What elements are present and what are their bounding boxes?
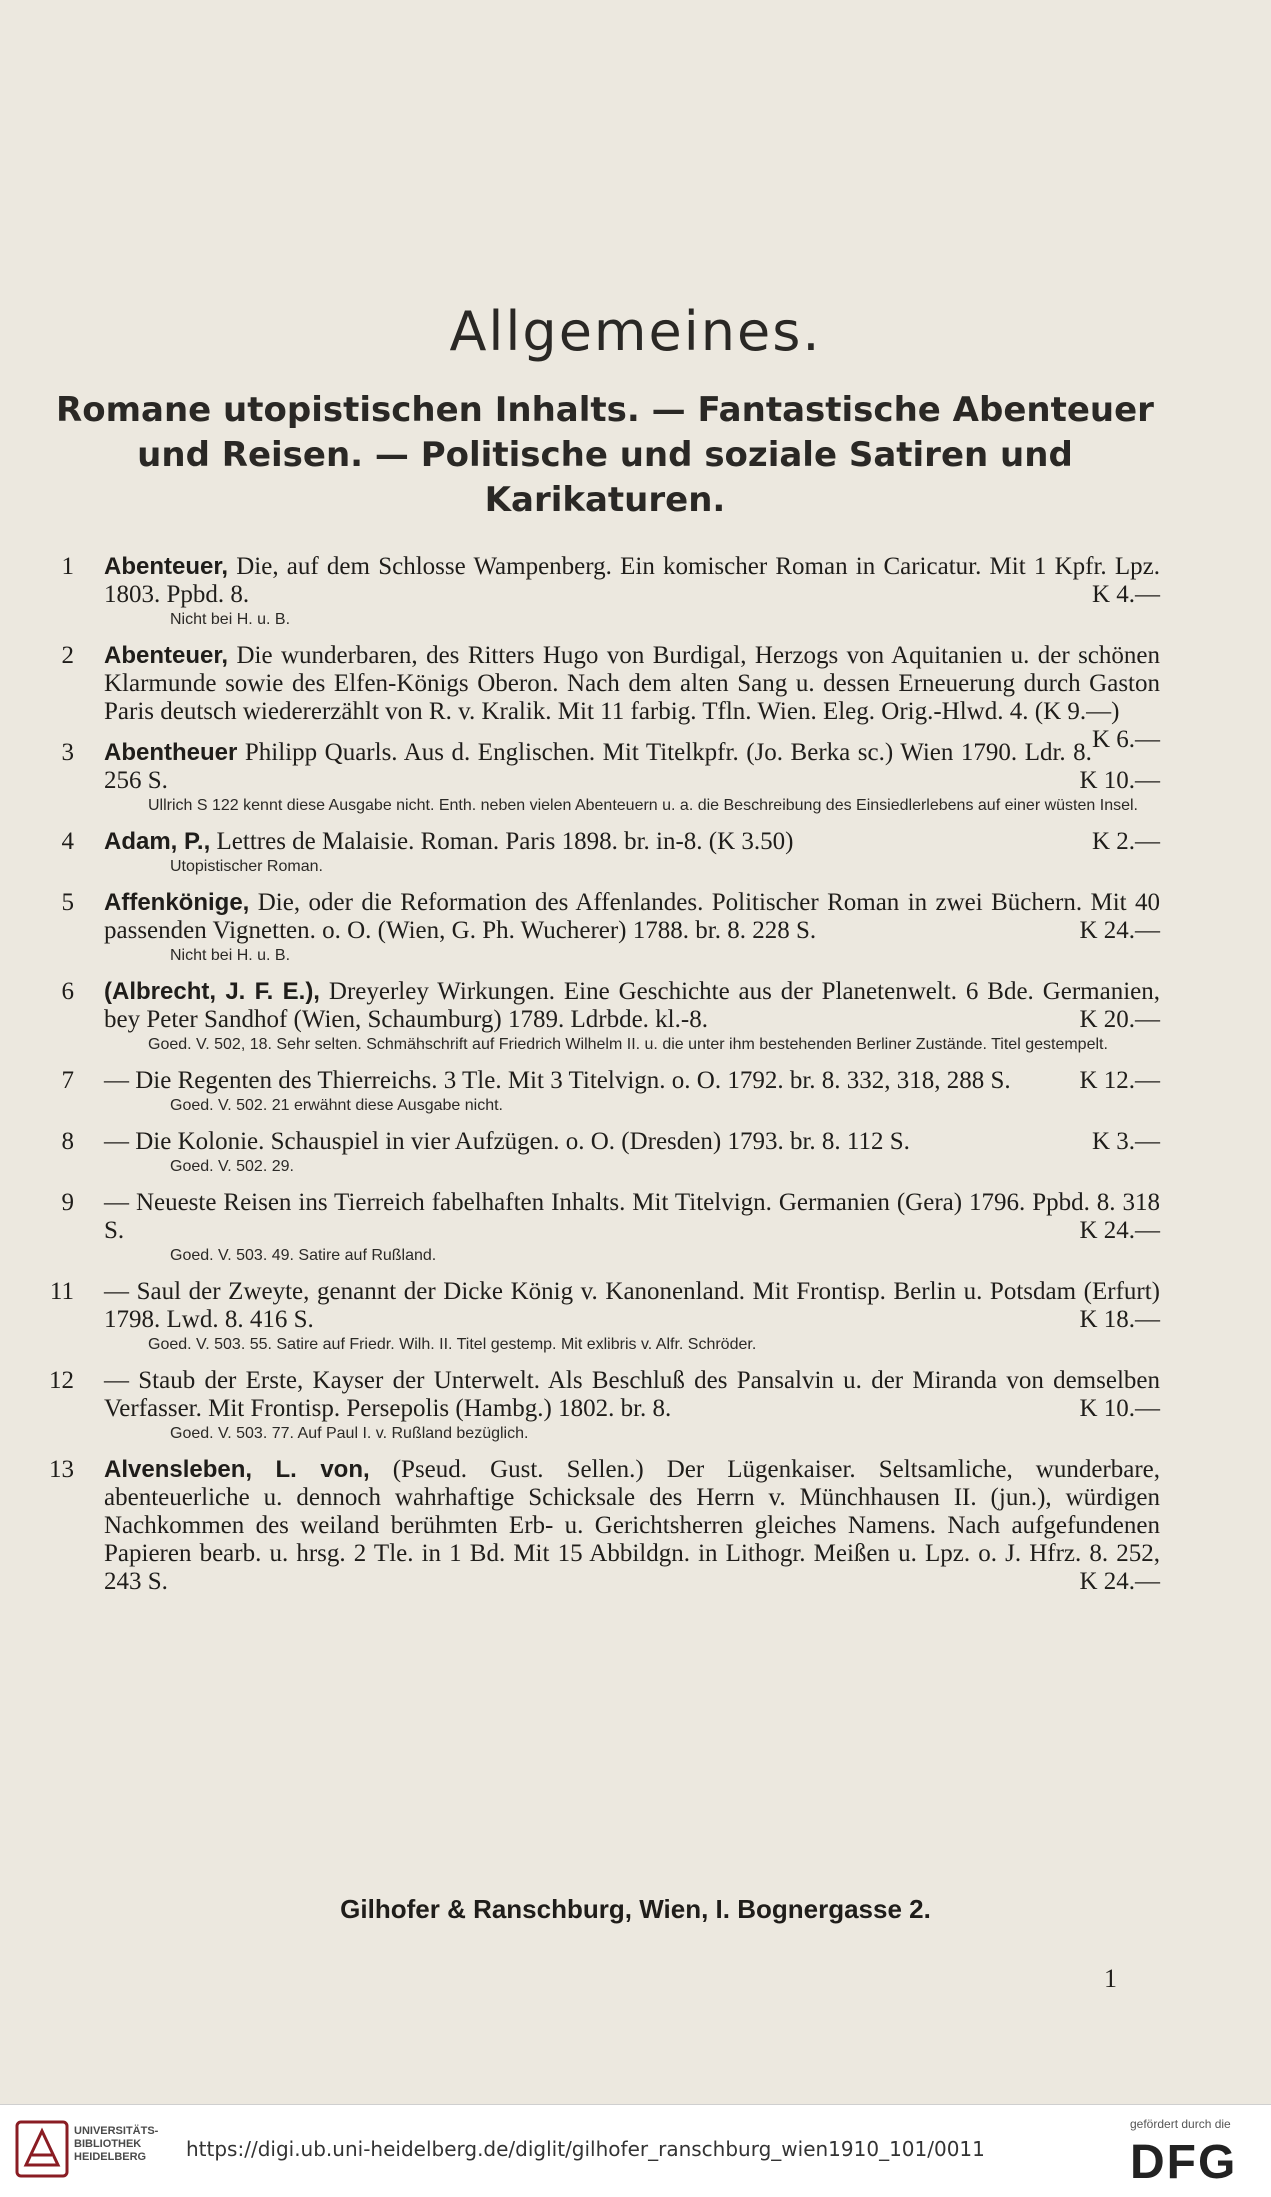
catalog-entry: [40, 553, 1160, 629]
entry-description: Dreyerley Wirkungen. Eine Geschichte aus der Planetenwelt. 6 Bde. Germanien, bey Peter Sandhof (Wien, Schaumburg) 1789. Ldrbde. kl.-8.: [104, 978, 1161, 1033]
entry-body: [104, 739, 1160, 795]
entry-note: Ullrich S 122 kennt diese Ausgabe nicht. Enth. neben vielen Abenteuern u. a. die Beschreibung des Einsiedlerlebens auf einer wüsten Insel.: [148, 797, 1138, 814]
entry-note: Goed. V. 502. 29.: [170, 1158, 294, 1175]
entry-number: 2: [61, 642, 74, 669]
entry-note: Goed. V. 502. 21 erwähnt diese Ausgabe nicht.: [170, 1097, 503, 1114]
entry-author: Adam, P.,: [104, 828, 211, 855]
entry-number: 3: [61, 739, 74, 766]
entry-description: — Staub der Erste, Kayser der Unterwelt. Als Beschluß des Pansalvin u. der Miranda von demselben Verfasser. Mit Frontisp. Persepolis (Hambg.) 1802. br. 8.: [104, 1367, 1160, 1422]
library-name-line-1: UNIVERSITÄTS-: [74, 2125, 159, 2137]
entries-list: [40, 553, 1160, 1609]
catalog-entry: [40, 1128, 1160, 1176]
entry-description: Die, oder die Reformation des Affenlandes. Politischer Roman in zwei Büchern. Mit 40 passenden Vignetten. o. O. (Wien, G. Ph. Wucherer) 1788. br. 8. 228 S.: [104, 889, 1160, 944]
publisher-line: Gilhofer & Ranschburg, Wien, I. Bognergasse 2.: [340, 1894, 931, 1924]
entry-price: K 6.—: [1091, 726, 1160, 753]
entry-body: [104, 553, 1160, 609]
entry-author: Abenteuer,: [104, 642, 229, 669]
catalog-entry: [40, 739, 1160, 815]
entry-author: Abentheuer: [104, 739, 238, 766]
viewer-footer: [0, 2104, 1271, 2197]
entry-number: 9: [61, 1189, 74, 1216]
entry-number: 1: [61, 553, 74, 580]
catalog-entry: [40, 978, 1160, 1054]
page-number: 1: [1104, 1964, 1117, 1993]
entry-author: (Albrecht, J. F. E.),: [104, 978, 320, 1005]
entry-description: — Neueste Reisen ins Tierreich fabelhaften Inhalts. Mit Titelvign. Germanien (Gera) 1796. Ppbd. 8. 318 S.: [104, 1189, 1160, 1244]
catalog-entry: [40, 828, 1160, 876]
funded-by-text: gefördert durch die: [1130, 2117, 1231, 2131]
entry-description: — Die Regenten des Thierreichs. 3 Tle. Mit 3 Titelvign. o. O. 1792. br. 8. 332, 318, 288 S.: [104, 1067, 1011, 1094]
entry-body: [104, 1189, 1160, 1245]
entry-author: Abenteuer,: [104, 553, 229, 580]
catalog-entry: [40, 1067, 1160, 1115]
university-seal-icon: [14, 2119, 70, 2179]
entry-description: Philipp Quarls. Aus d. Englischen. Mit Titelkpfr. (Jo. Berka sc.) Wien 1790. Ldr. 8. 256 S.: [104, 739, 1092, 794]
library-name-line-3: HEIDELBERG: [74, 2151, 147, 2163]
entry-price: K 20.—: [1079, 1006, 1160, 1033]
entry-price: K 24.—: [1079, 1217, 1160, 1244]
entry-body: [104, 1067, 1160, 1095]
entry-body: [104, 889, 1160, 945]
entry-note: Goed. V. 502, 18. Sehr selten. Schmähschrift auf Friedrich Wilhelm II. u. die unter ihm bestehenden Berliner Zustände. Titel gestempelt.: [148, 1036, 1108, 1053]
entry-body: [104, 828, 1160, 856]
entry-price: K 4.—: [1091, 581, 1160, 608]
catalog-entry: [40, 1456, 1160, 1596]
entry-note: Utopistischer Roman.: [170, 858, 323, 875]
document-url-link[interactable]: https://digi.ub.uni-heidelberg.de/diglit/gilhofer_ranschburg_wien1910_101/0011: [186, 2137, 985, 2161]
entry-number: 4: [61, 828, 74, 855]
catalog-entry: [40, 889, 1160, 965]
entry-note: Goed. V. 503. 77. Auf Paul I. v. Rußland bezüglich.: [170, 1425, 529, 1442]
page-heading: Allgemeines.: [449, 300, 822, 363]
entry-body: [104, 1128, 1160, 1156]
entry-note: Nicht bei H. u. B.: [170, 947, 291, 964]
entry-author: Alvensleben, L. von,: [104, 1456, 370, 1483]
entry-price: K 2.—: [1091, 828, 1160, 855]
section-subheading: Romane utopistischen Inhalts. — Fantastische Abenteuer und Reisen. — Politische und soziale Satiren und Karikaturen.: [56, 390, 1154, 520]
entry-price: K 24.—: [1079, 917, 1160, 944]
entry-note: Goed. V. 503. 49. Satire auf Rußland.: [170, 1247, 437, 1264]
entry-description: — Saul der Zweyte, genannt der Dicke König v. Kanonenland. Mit Frontisp. Berlin u. Potsdam (Erfurt) 1798. Lwd. 8. 416 S.: [104, 1278, 1160, 1333]
catalog-entry: [40, 1278, 1160, 1354]
entry-body: [104, 1367, 1160, 1423]
entry-price: K 18.—: [1079, 1306, 1160, 1333]
entry-description: — Die Kolonie. Schauspiel in vier Aufzügen. o. O. (Dresden) 1793. br. 8. 112 S.: [104, 1128, 910, 1155]
entry-number: 12: [49, 1367, 74, 1394]
entry-price: K 3.—: [1091, 1128, 1160, 1155]
catalog-entry: [40, 1189, 1160, 1265]
entry-number: 8: [61, 1128, 74, 1155]
library-name-line-2: BIBLIOTHEK: [74, 2138, 142, 2150]
entry-body: [104, 1456, 1160, 1596]
entry-number: 5: [61, 889, 74, 916]
entry-description: (Pseud. Gust. Sellen.) Der Lügenkaiser. Seltsamliche, wunderbare, abenteuerliche u. dennoch wahrhaftige Schicksale des Herrn v. Münchhausen II. (jun.), würdigen Nachkommen des weiland berühmten Erb- u. Gerichtsherren gleiches Namens. Nach aufgefundenen Papieren bearb. u. hrsg. 2 Tle. in 1 Bd. Mit 15 Abbildgn. in Lithogr. Meißen u. Lpz. o. J. Hfrz. 8. 252, 243 S.: [104, 1456, 1161, 1595]
entry-author: Affenkönige,: [104, 889, 250, 916]
entry-body: [104, 1278, 1160, 1334]
entry-number: 11: [49, 1278, 74, 1305]
entry-number: 6: [61, 978, 74, 1005]
entry-description: Die wunderbaren, des Ritters Hugo von Burdigal, Herzogs von Aquitanien u. der schönen Klarmunde sowie des Elfen-Königs Oberon. Nach dem alten Sang u. dessen Erneuerung durch Gaston Paris deutsch wiedererzählt von R. v. Kralik. Mit 11 farbig. Tfln. Wien. Eleg. Orig.-Hlwd. 4. (K 9.—): [104, 642, 1161, 725]
entry-note: Goed. V. 503. 55. Satire auf Friedr. Wilh. II. Titel gestemp. Mit exlibris v. Alfr. Schröder.: [148, 1336, 757, 1353]
entry-number: 13: [49, 1456, 74, 1483]
entry-body: [104, 978, 1160, 1034]
entry-note: Nicht bei H. u. B.: [170, 611, 291, 628]
entry-number: 7: [61, 1067, 74, 1094]
library-name: [74, 2125, 158, 2164]
dfg-logo: DFG: [1130, 2136, 1238, 2189]
entry-price: K 24.—: [1079, 1568, 1160, 1595]
entry-description: Lettres de Malaisie. Roman. Paris 1898. br. in-8. (K 3.50): [216, 828, 794, 855]
entry-price: K 10.—: [1079, 1395, 1160, 1422]
catalog-entry: [40, 1367, 1160, 1443]
entry-price: K 12.—: [1079, 1067, 1160, 1094]
entry-price: K 10.—: [1079, 767, 1160, 794]
entry-description: Die, auf dem Schlosse Wampenberg. Ein komischer Roman in Caricatur. Mit 1 Kpfr. Lpz. 1803. Ppbd. 8.: [104, 553, 1160, 608]
